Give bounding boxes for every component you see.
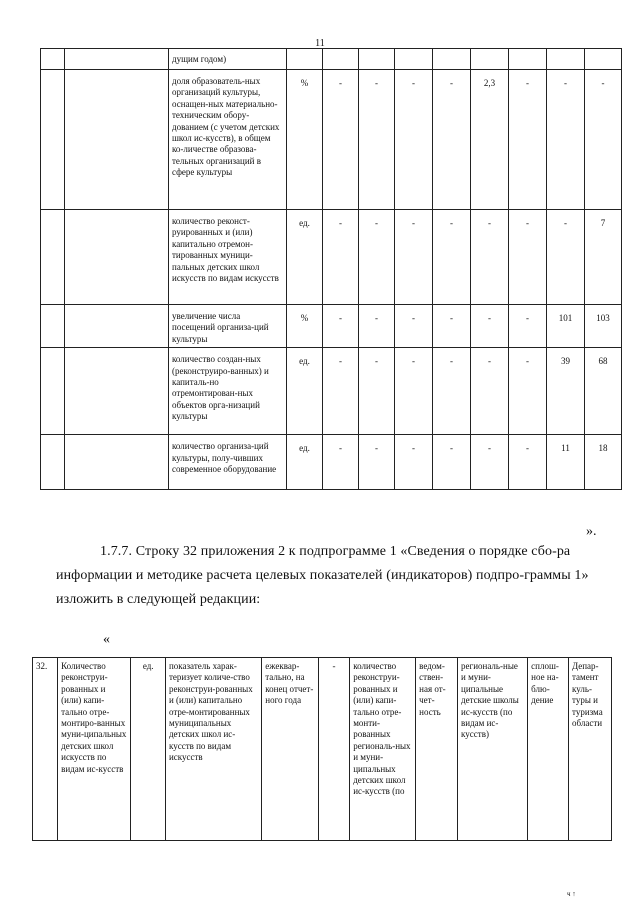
table-cell: - — [395, 348, 433, 435]
table-cell — [287, 49, 323, 70]
table-cell: - — [359, 348, 395, 435]
table-cell — [323, 49, 359, 70]
table-cell: количество реконст-руированных и (или) капитально отремон-тированных муници-пальных детских школ искусств по видам искусств — [169, 210, 287, 305]
table-cell: показатель харак-теризует количе-ство реконструи-рованных и (или) капитально отре-монтированных муниципальных детских школ ис-кусств по видам искусств — [165, 658, 261, 841]
page-number: 11 — [315, 38, 325, 49]
table-cell: ед. — [287, 348, 323, 435]
table-cell: - — [433, 210, 471, 305]
table-cell: - — [471, 210, 509, 305]
table-cell: - — [509, 305, 547, 348]
table-cell: - — [509, 210, 547, 305]
table-cell: 103 — [585, 305, 622, 348]
table-cell: - — [509, 70, 547, 210]
table-row — [33, 658, 612, 841]
table-cell: - — [433, 435, 471, 490]
table-cell — [395, 49, 433, 70]
table-cell: - — [395, 210, 433, 305]
table-cell: - — [471, 435, 509, 490]
table-cell — [509, 49, 547, 70]
table-cell — [585, 49, 622, 70]
table-cell: - — [395, 305, 433, 348]
empty-cell — [65, 435, 169, 490]
table-row — [41, 305, 622, 348]
table-cell: 68 — [585, 348, 622, 435]
table-cell: - — [471, 305, 509, 348]
empty-cell — [65, 210, 169, 305]
table-cell: 101 — [547, 305, 585, 348]
table-cell: - — [359, 70, 395, 210]
table-cell: ед. — [287, 435, 323, 490]
table-cell: количество создан-ных (реконструиро-ванных) и капиталь-но отремонтирован-ных объектов орга-низаций культуры — [169, 348, 287, 435]
table-cell: - — [323, 348, 359, 435]
table-cell: 11 — [547, 435, 585, 490]
table-cell — [359, 49, 395, 70]
table-cell: % — [287, 305, 323, 348]
table-cell: - — [323, 435, 359, 490]
table-cell: сплош-ное на-блю-дение — [528, 658, 569, 841]
table-cell: - — [433, 70, 471, 210]
table-cell: 32. — [33, 658, 58, 841]
table-cell: - — [547, 210, 585, 305]
table-row — [41, 210, 622, 305]
opening-quote: « — [103, 632, 110, 647]
table-cell: 2,3 — [471, 70, 509, 210]
table-row — [41, 70, 622, 210]
table-cell: - — [547, 70, 585, 210]
row-32-table — [32, 657, 612, 841]
empty-cell — [65, 70, 169, 210]
closing-quote: ». — [586, 524, 597, 539]
table-cell: - — [359, 305, 395, 348]
table-cell: - — [323, 70, 359, 210]
amendment-paragraph: 1.7.7. Строку 32 приложения 2 к подпрограмме 1 «Сведения о порядке сбо-ра информации и методике расчета целевых показателей (индикаторов) подпро-граммы 1» изложить в следующей редакции: — [56, 544, 589, 607]
table-cell: количество реконструи-рованных и (или) капи-тально отре-монти-рованных региональ-ных и муни-ципальных детских школ ис-кусств (по — [350, 658, 416, 841]
table-cell — [433, 49, 471, 70]
table-cell: - — [585, 70, 622, 210]
table-cell: Количество реконструи-рованных и (или) капи-тально отре-монтиро-ванных муни-ципальных детских школ искусств по видам ис-кусств — [58, 658, 131, 841]
table-cell: ежеквар-тально, на конец отчет-ного года — [262, 658, 319, 841]
table-cell: - — [509, 348, 547, 435]
table-cell: - — [359, 435, 395, 490]
table-cell: - — [323, 305, 359, 348]
empty-cell — [65, 348, 169, 435]
table-cell: увеличение числа посещений организа-ций культуры — [169, 305, 287, 348]
table-cell: - — [433, 305, 471, 348]
table-cell: - — [395, 70, 433, 210]
corner-mark: ч ↑ — [567, 890, 576, 898]
table-cell: ед. — [131, 658, 166, 841]
table-cell: ведом-ствен-ная от-чет-ность — [416, 658, 458, 841]
empty-cell — [41, 348, 65, 435]
table-cell: Депар-тамент куль-туры и туризма области — [569, 658, 612, 841]
table-row — [41, 435, 622, 490]
table-cell — [547, 49, 585, 70]
empty-cell — [41, 305, 65, 348]
table-cell: ед. — [287, 210, 323, 305]
empty-cell — [41, 435, 65, 490]
table-cell: - — [359, 210, 395, 305]
empty-cell — [65, 305, 169, 348]
table-cell: количество организа-ций культуры, полу-чивших современное оборудование — [169, 435, 287, 490]
table-cell: - — [323, 210, 359, 305]
table-cell: % — [287, 70, 323, 210]
table-row — [41, 348, 622, 435]
indicators-table — [40, 48, 622, 490]
table-cell: дущим годом) — [169, 49, 287, 70]
table-cell — [471, 49, 509, 70]
empty-cell — [41, 49, 65, 70]
table-cell: - — [471, 348, 509, 435]
table-cell: - — [395, 435, 433, 490]
table-cell: 39 — [547, 348, 585, 435]
empty-cell — [41, 210, 65, 305]
table-cell: - — [318, 658, 349, 841]
table-cell: 7 — [585, 210, 622, 305]
table-cell: 18 — [585, 435, 622, 490]
empty-cell — [65, 49, 169, 70]
table-cell: - — [433, 348, 471, 435]
empty-cell — [41, 70, 65, 210]
table-row — [41, 49, 622, 70]
table-cell: региональ-ные и муни-ципальные детские школы ис-кусств (по видам ис-кусств) — [458, 658, 528, 841]
table-cell: доля образователь-ных организаций культуры, оснащен-ных материально-техническим обору-дованием (с учетом детских школ ис-кусств), в общем ко-личестве образова-тельных организаций в сфере культуры — [169, 70, 287, 210]
table-cell: - — [509, 435, 547, 490]
